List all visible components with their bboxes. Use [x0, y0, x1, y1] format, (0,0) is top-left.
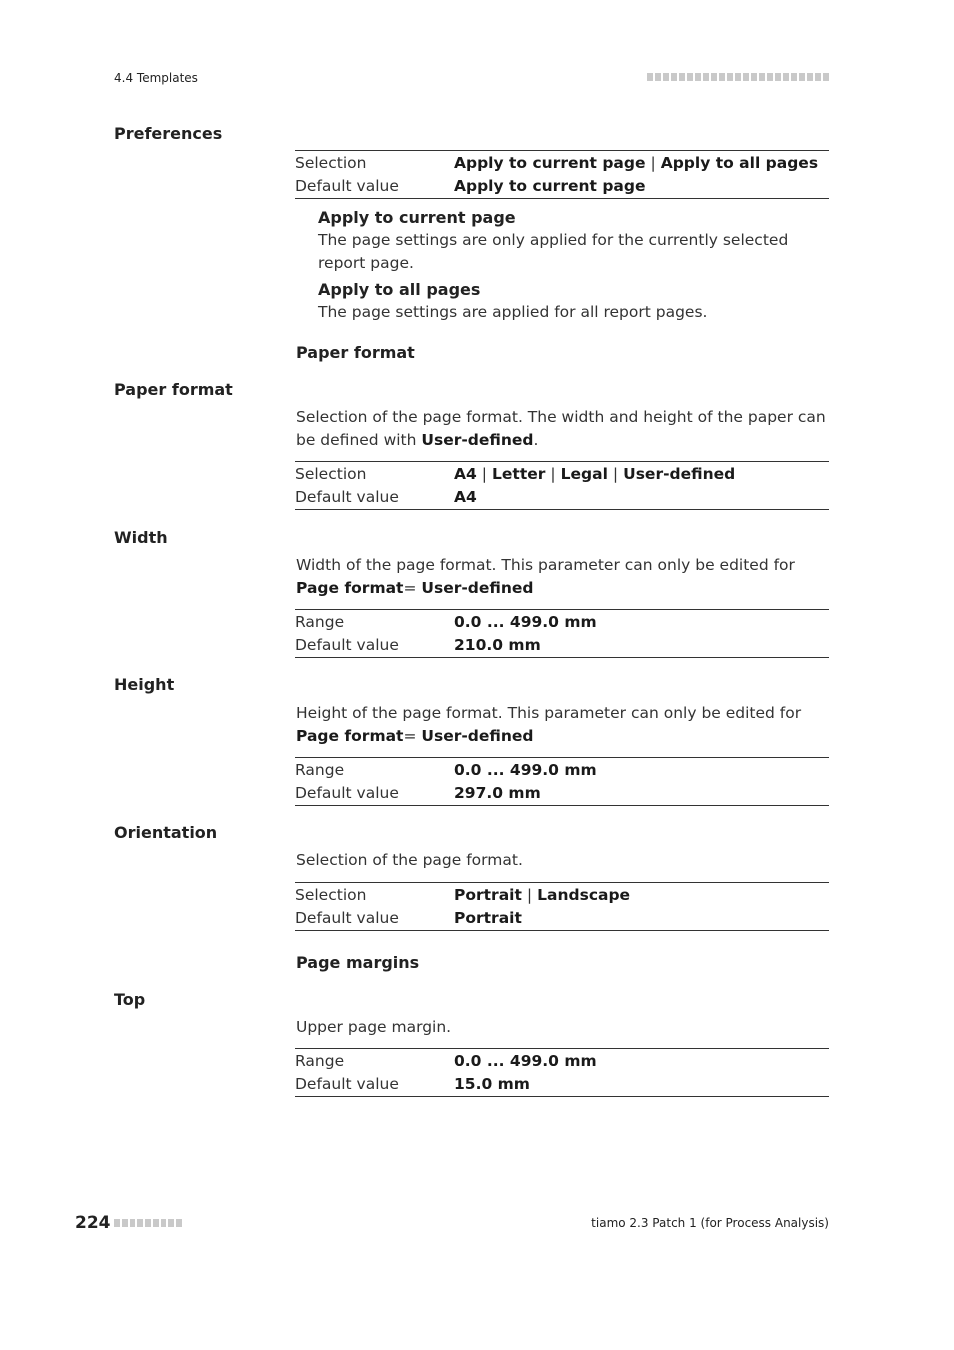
param-key: Default value [295, 176, 399, 195]
height-description: Height of the page format. This parameter can only be edited for Page format= User-defined [296, 704, 802, 745]
top-description: Upper page margin. [296, 1018, 452, 1036]
top-heading: Top [114, 990, 146, 1009]
param-row [295, 175, 829, 198]
param-key: Selection [295, 154, 367, 172]
param-key: Range [295, 761, 345, 779]
param-key: Selection [295, 886, 367, 904]
paper-format-param-table [295, 461, 829, 510]
option-apply-all [318, 278, 829, 324]
param-value: 0.0 ... 499.0 mm [454, 761, 597, 779]
param-row [295, 634, 829, 657]
param-value: 297.0 mm [454, 783, 541, 802]
param-key: Selection [295, 465, 367, 483]
param-value: Portrait [454, 908, 522, 927]
width-description: Width of the page format. This parameter can only be edited for Page format= User-defined [296, 556, 795, 597]
preferences-heading: Preferences [114, 124, 223, 143]
param-key: Range [295, 1052, 345, 1070]
param-row [295, 463, 829, 486]
param-row [295, 907, 829, 930]
param-row [295, 884, 829, 907]
option-description: The page settings are applied for all report pages. [318, 303, 708, 321]
footer-decoration [114, 1219, 182, 1227]
param-key: Default value [295, 908, 399, 927]
param-value: 15.0 mm [454, 1074, 530, 1093]
preferences-param-table [295, 150, 829, 199]
param-value: Apply to current page | Apply to all pages [454, 154, 819, 172]
param-key: Default value [295, 635, 399, 654]
orientation-heading: Orientation [114, 823, 218, 842]
param-key: Default value [295, 783, 399, 802]
paper-format-subheading: Paper format [296, 343, 415, 362]
option-title: Apply to current page [318, 208, 516, 227]
param-row [295, 486, 829, 509]
param-row [295, 152, 829, 175]
param-key: Default value [295, 1074, 399, 1093]
param-row [295, 611, 829, 634]
param-value: Portrait | Landscape [454, 886, 631, 904]
page-number: 224 [75, 1213, 111, 1233]
param-value: A4 | Letter | Legal | User-defined [454, 465, 736, 483]
width-heading: Width [114, 528, 168, 547]
param-row [295, 1073, 829, 1096]
width-param-table [295, 609, 829, 658]
paper-format-description: Selection of the page format. The width and height of the paper can be defined with User-defined. [296, 408, 826, 449]
param-value: 0.0 ... 499.0 mm [454, 1052, 597, 1070]
header-decoration [647, 73, 829, 81]
paper-format-heading: Paper format [114, 380, 233, 399]
param-value: A4 [454, 487, 477, 506]
param-value: Apply to current page [454, 176, 646, 195]
height-param-table [295, 757, 829, 806]
running-header-section: 4.4 Templates [114, 71, 198, 85]
param-value: 210.0 mm [454, 635, 541, 654]
running-footer-product: tiamo 2.3 Patch 1 (for Process Analysis) [591, 1216, 829, 1230]
orientation-param-table [295, 882, 829, 931]
top-param-table [295, 1048, 829, 1097]
param-value: 0.0 ... 499.0 mm [454, 613, 597, 631]
page-margins-subheading: Page margins [296, 953, 420, 972]
option-description: The page settings are only applied for the currently selected report page. [318, 231, 789, 272]
option-title: Apply to all pages [318, 280, 481, 299]
param-row [295, 759, 829, 782]
param-key: Default value [295, 487, 399, 506]
param-key: Range [295, 613, 345, 631]
height-heading: Height [114, 675, 175, 694]
orientation-description: Selection of the page format. [296, 851, 523, 869]
param-row [295, 782, 829, 805]
option-apply-current [318, 206, 829, 274]
param-row [295, 1050, 829, 1073]
